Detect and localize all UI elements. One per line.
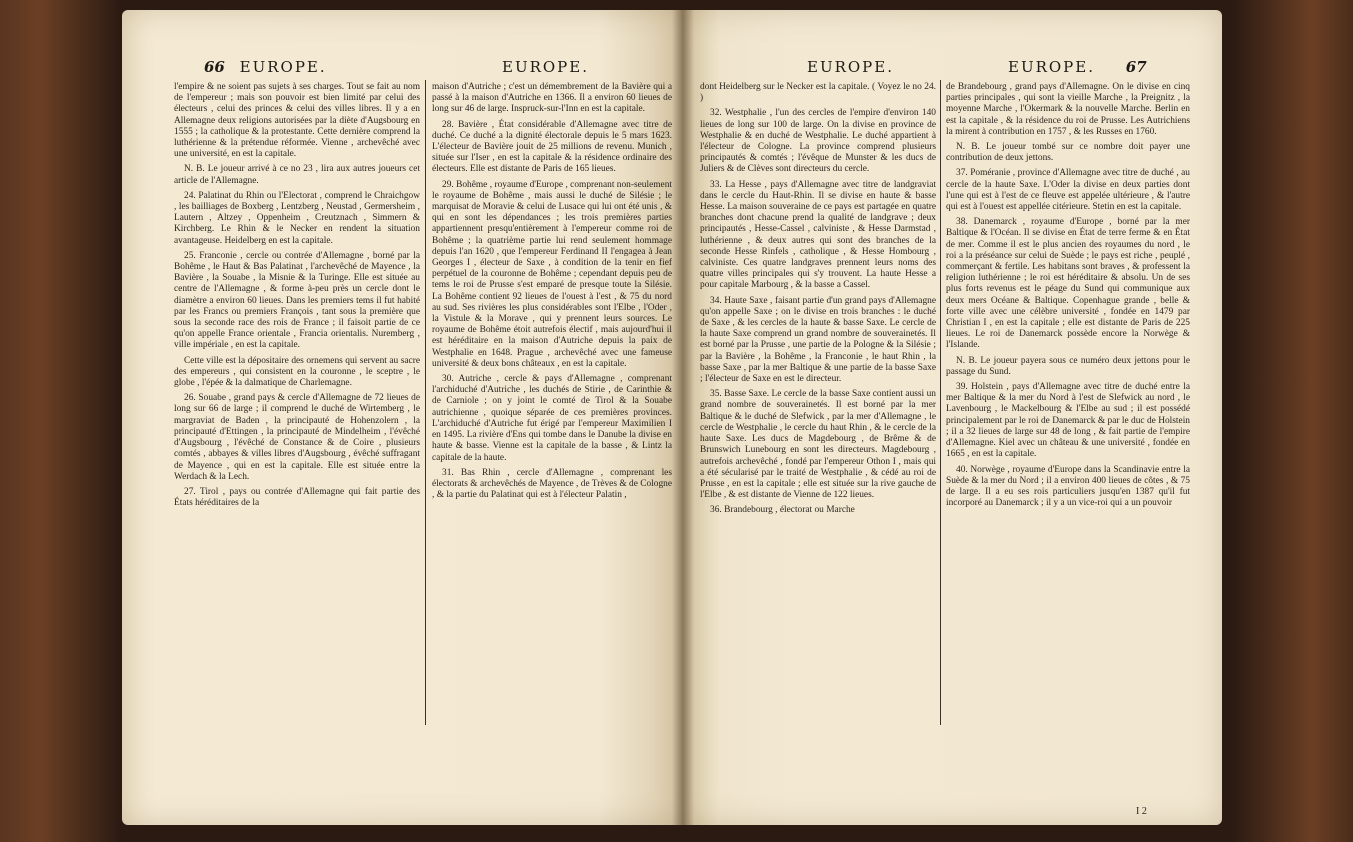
paragraph: de Brandebourg , grand pays d'Allemagne. On le divise en cinq parties principales , qui sont la vieille Marche , la Preignitz , la moyenne Marche , l'Okermark & la nouvelle Marche. Berlin en est la capitale , & la résidence du roi de Prusse. Les Autrichiens la mirent à contribution en 1757 , & les Russes en 1760. xyxy=(946,82,1190,137)
right-page xyxy=(682,10,1222,825)
paragraph: 33. La Hesse , pays d'Allemagne avec titre de landgraviat dans le cercle du Haut-Rhin. Il se divise en haute & basse Hesse. La maison souveraine de ce pays est partagée en quatre branches dont chacune prend la qualité de landgrave ; deux principautés , Hesse-Cassel , calviniste , & Hesse Darmstad , luthérienne , & deux autres qui sont des branches de la seconde Hesse Rinfels , catholique , & Hesse Hombourg , calviniste. Ces quatre landgraves prennent leurs noms des quatre villes principales qui s'y trouvent. La haute Hesse a pour capitale Marbourg , & la basse a Cassel. xyxy=(700,179,936,291)
left-page xyxy=(122,10,682,825)
paragraph: 34. Haute Saxe , faisant partie d'un grand pays d'Allemagne qu'on appelle Saxe ; on le divise en trois branches : le duché de Saxe , & les cercles de la haute & basse Saxe. Le cercle de la haute Saxe comprend un grand nombre de souverainetés. Il est borné par la Prusse , une partie de la Pologne & la Silésie ; par la Bavière , la Bohême , la Franconie , le haut Rhin , la basse Saxe , par la mer Baltique & une partie de la basse Saxe ; l'électeur de Saxe en est le directeur. xyxy=(700,295,936,385)
right-running-head: EUROPE. xyxy=(1008,58,1095,76)
paragraph: N. B. Le joueur payera sous ce numéro deux jettons pour le passage du Sund. xyxy=(946,355,1190,377)
book-gutter xyxy=(672,10,694,825)
paragraph: 39. Holstein , pays d'Allemagne avec titre de duché entre la mer Baltique & la mer du Nord à l'est de Slefwick au nord , le Lavenbourg , le Mackelbourg & l'Elbe au sud ; il est possédé principalement par le roi de Danemarck & par le duc de Holstein ; il a 32 lieues de large sur 48 de long , & fait partie de l'empire d'Allemagne. Kiel avec un château & une université , fondée en 1665 , en est la capitale. xyxy=(946,382,1190,460)
right-column-1 xyxy=(700,82,936,521)
paragraph: 40. Norwège , royaume d'Europe dans la Scandinavie entre la Suède & la mer du Nord ; il a environ 400 lieues de côtes , & 75 de large. Il a eu ses rois particuliers jusqu'en 1387 qu'il fut incorporé au Danemarck ; il y a un vice-roi qui a un pouvoir xyxy=(946,464,1190,509)
signature-mark: I 2 xyxy=(1136,806,1147,817)
paragraph: N. B. Le joueur tombé sur ce nombre doit payer une contribution de deux jettons. xyxy=(946,142,1190,164)
paragraph: 24. Palatinat du Rhin ou l'Electorat , comprend le Chraichgow , les bailliages de Boxberg , Lentzberg , Neustad , Germersheim , Lautern , Altzey , Oppenheim , Creutznach , Simmern & Kirchberg. Le Rhin & le Necker en rendent la situation avantageuse. Heidelberg en est la capitale. xyxy=(174,190,420,246)
paragraph: 37. Poméranie , province d'Allemagne avec titre de duché , au cercle de la haute Saxe. L'Oder la divise en deux parties dont l'une qui est à l'est de ce fleuve est appelée ultérieure , & l'autre qui est à l'ouest est appellée citérieure. Stetin en est la capitale. xyxy=(946,168,1190,213)
paragraph: 38. Danemarck , royaume d'Europe , borné par la mer Baltique & l'Océan. Il se divise en État de terre ferme & en État de mer. Comme il est le plus ancien des royaumes du nord , le roi a la préséance sur celui de Suède ; le pays est riche , peuplé , commerçant & fertile. Les habitans sont braves , & professent la religion luthérienne ; le roi est héréditaire & absolu. Un de ses plus forts revenus est le péage du Sund qui communique aux deux mers Océane & Baltique. Copenhague grande , belle & forte ville avec une célèbre université , fondée en 1479 par Christian I , en est la capitale ; elle est distante de Paris de 225 lieues. Le roi de Danemarck possède encore la Norwège & l'Islande. xyxy=(946,217,1190,351)
paragraph: l'empire & ne soient pas sujets à ses charges. Tout se fait au nom de l'empereur ; mais son pouvoir est bien limité par celui des électeurs , celui des princes & celui des villes libres. Il y a en Allemagne deux religions autorisées par la diète d'Augsbourg en 1555 ; la catholique & la protestante. Cette dernière comprend la luthérienne & la prétendue réformée. Vienne , archevêché avec une université, en est la capitale. xyxy=(174,82,420,160)
paragraph: 26. Souabe , grand pays & cercle d'Allemagne de 72 lieues de long sur 66 de large ; il comprend le duché de Wirtemberg , le margraviat de Baden , la principauté de Hohenzolern , la principauté d'Ettingen , la principauté de Mindelheim , l'évêché d'Augsbourg , l'évêché de Constance & de Coire , plusieurs comtés , abbayes & villes libres d'Augsbourg , évêché suffragant de Mayence , qui en est la capitale. Elle est située entre la Werdach & la Lech. xyxy=(174,393,420,482)
left-page-header-left xyxy=(204,58,327,76)
left-running-head: EUROPE. xyxy=(239,58,327,76)
right-column-2 xyxy=(946,82,1190,513)
paragraph: 31. Bas Rhin , cercle d'Allemagne , comprenant les électorats & archevêchés de Mayence , de Trèves & de Cologne , & la partie du Palatinat qui est à l'électeur Palatin , xyxy=(432,467,672,501)
paragraph: 28. Bavière , État considérable d'Allemagne avec titre de duché. Ce duché a la dignité électorale depuis le 5 mars 1623. L'électeur de Bavière jouit de 25 millions de revenu. Munich , située sur l'Iser , en est la capitale & la résidence ordinaire des électeurs. Elle est distante de Paris de 165 lieues. xyxy=(432,119,672,175)
paragraph: maison d'Autriche ; c'est un démembrement de la Bavière qui a passé à la maison d'Autriche en 1366. Il a environ 60 lieues de long sur 46 de large. Inspruck-sur-l'Inn en est la capitale. xyxy=(432,82,672,115)
paragraph: Cette ville est la dépositaire des ornemens qui servent au sacre des empereurs , qui consistent en la couronne , le sceptre , le globe , l'épée & la dalmatique de Charlemagne. xyxy=(174,355,420,389)
paragraph: 27. Tirol , pays ou contrée d'Allemagne qui fait partie des États héréditaires de la xyxy=(174,486,420,509)
paragraph: 29. Bohême , royaume d'Europe , comprenant non-seulement le royaume de Bohême , mais aussi le duché de Silésie ; le marquisat de Moravie & celui de Lusace qui lui ont été unis , & qui en sont les dépendances ; les trois premières parties appartiennent presqu'entièrement à l'empereur comme roi de Bohême ; la quatrième partie lui rend seulement hommage depuis l'an 1620 , que l'empereur Ferdinand II l'engagea à Jean Georges I , électeur de Saxe , à condition de la tenir en fief perpétuel de la couronne de Bohême ; cependant depuis peu de tems le roi de Prusse s'est emparé de presque toute la Silésie. La Bohême contient 92 lieues de l'ouest à l'est , & 75 du nord au sud. Ses rivières les plus considérables sont l'Elbe , l'Oder , la Vistule & la Morave , qui y prennent leurs sources. Le royaume de Bohême étoit autrefois électif , mais aujourd'hui il est héréditaire en la maison d'Autriche depuis la paix de Westphalie en 1648. Prague , archevêché avec une fameuse université & deux bons châteaux , en est la capitale. xyxy=(432,179,672,369)
right-page-header-right xyxy=(1008,58,1147,76)
column-rule xyxy=(425,80,426,725)
paragraph: dont Heidelberg sur le Necker est la capitale. ( Voyez le no 24. ) xyxy=(700,82,936,104)
paragraph: 35. Basse Saxe. Le cercle de la basse Saxe contient aussi un grand nombre de souverainetés. Il est borné par la mer Baltique & le duché de Slefwick , par la mer d'Allemagne , le cercle de Westphalie , le cercle du haut Rhin , & le cercle de la haute Saxe. Les ducs de Magdebourg , de Brême & de Brunswich Lunebourg en sont les directeurs. Magdebourg , autrefois archevêché , fondé par l'empereur Othon I , mais qui a été sécularisé par le traité de Westphalie , & cédé au roi de Prusse , en est la capitale ; elle est située sur la rive gauche de l'Elbe , & est distante de Vienne de 122 lieues. xyxy=(700,389,936,501)
left-page-header-right: EUROPE. xyxy=(502,58,589,76)
left-page-number: 66 xyxy=(204,58,225,76)
column-rule xyxy=(940,80,941,725)
paragraph: N. B. Le joueur arrivé à ce no 23 , lira aux autres joueurs cet article de l'Allemagne. xyxy=(174,164,420,186)
left-column-1 xyxy=(174,82,420,513)
right-page-header-left: EUROPE. xyxy=(807,58,894,76)
paragraph: 36. Brandebourg , électorat ou Marche xyxy=(710,505,855,516)
right-page-number: 67 xyxy=(1125,58,1147,76)
paragraph: 30. Autriche , cercle & pays d'Allemagne , comprenant l'archiduché d'Autriche , les duchés de Stirie , de Carinthie & de Carniole ; on y joint le comté de Tirol & la Souabe autrichienne , quoique séparée de ces premières provinces. L'archiduché d'Autriche fut érigé par l'empereur Maximilien I en 1495. La rivière d'Ens qui tombe dans le Danube la divise en haute & basse. Vienne est la capitale de la basse , & Lintz la capitale de la haute. xyxy=(432,374,672,463)
left-column-2 xyxy=(432,82,672,505)
paragraph: 32. Westphalie , l'un des cercles de l'empire d'environ 140 lieues de long sur 100 de large. On la divise en province de Westphalie & en duché de Westphalie. Le duché appartient à l'électeur de Cologne. La province comprend plusieurs principautés & comtés ; l'évêque de Munster & les ducs de Juliers & de Clèves sont directeurs du cercle. xyxy=(700,108,936,175)
paragraph: 25. Franconie , cercle ou contrée d'Allemagne , borné par la Bohême , le Haut & Bas Palatinat , l'archevêché de Mayence , la Bavière , la Souabe , la Misnie & la Turinge. Elle est située au centre de l'Allemagne , & forme à-peu près un cercle dont le diamètre a environ 60 lieues. Dans les premiers tems il fut habité par les Francs ou premiers François , tant sous la première que sous la seconde race des rois de France ; il faisoit partie de ce qu'on appelle France orientale , Francia orientalis. Nuremberg , ville impériale , en est la capitale. xyxy=(174,250,420,351)
